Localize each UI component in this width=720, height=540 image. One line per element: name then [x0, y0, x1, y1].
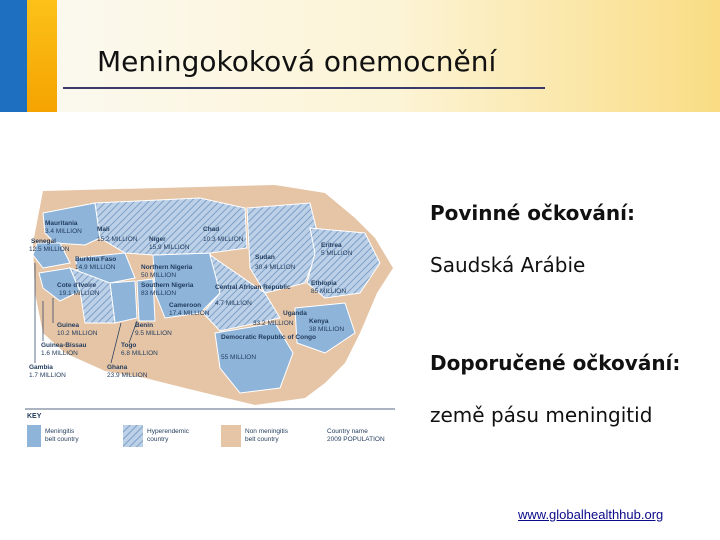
- label-senegal: Senegal: [31, 238, 56, 245]
- pop-chad: 10.3 MILLION: [203, 236, 244, 243]
- label-cameroon: Cameroon: [169, 302, 202, 309]
- pop-benin: 9.5 MILLION: [135, 330, 172, 337]
- pop-ethiopia: 85 MILLION: [311, 288, 347, 295]
- label-benin: Benin: [135, 322, 154, 329]
- pop-southern-nigeria: 83 MILLION: [141, 290, 177, 297]
- label-togo: Togo: [121, 342, 137, 349]
- pop-kenya: 38 MILLION: [309, 326, 345, 333]
- pop-ghana: 23.9 MILLION: [107, 372, 148, 379]
- label-ethiopia: Ethiopia: [311, 280, 337, 287]
- recommended-vaccination-region: země pásu meningitid: [430, 403, 653, 427]
- slide-title: Meningokoková onemocnění: [97, 45, 497, 78]
- key-swatch-other: [221, 425, 241, 447]
- label-ghana: Ghana: [107, 364, 128, 371]
- pop-gambia: 1.7 MILLION: [29, 372, 66, 379]
- accent-bar-blue: [0, 0, 27, 112]
- label-cote-divoire: Cote d'Ivoire: [57, 282, 97, 289]
- key-name-line2: 2009 POPULATION: [327, 436, 385, 443]
- recommended-vaccination-heading: Doporučené očkování:: [430, 351, 681, 375]
- accent-bar-gold: [27, 0, 57, 112]
- pop-mauritania: 3.4 MILLION: [45, 228, 82, 235]
- pop-togo: 6.8 MILLION: [121, 350, 158, 357]
- mandatory-vaccination-country: Saudská Arábie: [430, 253, 586, 277]
- label-mauritania: Mauritania: [45, 220, 78, 227]
- label-guinea: Guinea: [57, 322, 80, 329]
- mandatory-vaccination-heading: Povinné očkování:: [430, 201, 636, 225]
- label-gambia: Gambia: [29, 364, 53, 371]
- meningitis-belt-map: [25, 183, 395, 451]
- label-sudan: Sudan: [255, 254, 275, 261]
- label-niger: Niger: [149, 236, 166, 243]
- label-car: Central African Republic: [215, 284, 291, 291]
- pop-sudan: 30.4 MILLION: [255, 264, 296, 271]
- pop-eritrea: 5 MILLION: [321, 250, 353, 257]
- label-kenya: Kenya: [309, 318, 329, 325]
- label-southern-nigeria: Southern Nigeria: [141, 282, 194, 289]
- pop-senegal: 12.5 MILLION: [29, 246, 70, 253]
- pop-drc: 55 MILLION: [221, 354, 257, 361]
- key-hyper-line2: country: [147, 436, 169, 443]
- key-swatch-belt: [27, 425, 41, 447]
- label-guinea-bissau: Guinea-Bissau: [41, 342, 87, 349]
- label-eritrea: Eritrea: [321, 242, 342, 249]
- source-link[interactable]: www.globalhealthhub.org: [518, 507, 664, 522]
- pop-mali: 15.2 MILLION: [97, 236, 138, 243]
- pop-niger: 15.9 MILLION: [149, 244, 190, 251]
- key-hyper-line1: Hyperendemic: [147, 428, 189, 435]
- key-swatch-hyper: [123, 425, 143, 447]
- label-northern-nigeria: Northern Nigeria: [141, 264, 193, 271]
- pop-cameroon: 17.4 MILLION: [169, 310, 210, 317]
- pop-guinea: 10.2 MILLION: [57, 330, 98, 337]
- pop-car: 4.7 MILLION: [215, 300, 252, 307]
- pop-guinea-bissau: 1.6 MILLION: [41, 350, 78, 357]
- pop-cote-divoire: 19.1 MILLION: [59, 290, 100, 297]
- key-belt-line1: Meningitis: [45, 428, 75, 435]
- title-underline: [63, 87, 545, 89]
- label-chad: Chad: [203, 226, 220, 233]
- key-belt-line2: belt country: [45, 436, 79, 443]
- pop-northern-nigeria: 50 MILLION: [141, 272, 177, 279]
- pop-uganda: 33.2 MILLION: [253, 320, 294, 327]
- label-burkina: Burkina Faso: [75, 256, 117, 263]
- label-uganda: Uganda: [283, 310, 307, 317]
- key-title: KEY: [27, 413, 42, 420]
- key-name-line1: Country name: [327, 428, 368, 435]
- label-drc: Democratic Republic of Congo: [221, 334, 316, 341]
- pop-burkina: 14.9 MILLION: [75, 264, 116, 271]
- label-mali: Mali: [97, 226, 110, 233]
- key-other-line2: belt country: [245, 436, 279, 443]
- key-other-line1: Non meningitis: [245, 428, 288, 435]
